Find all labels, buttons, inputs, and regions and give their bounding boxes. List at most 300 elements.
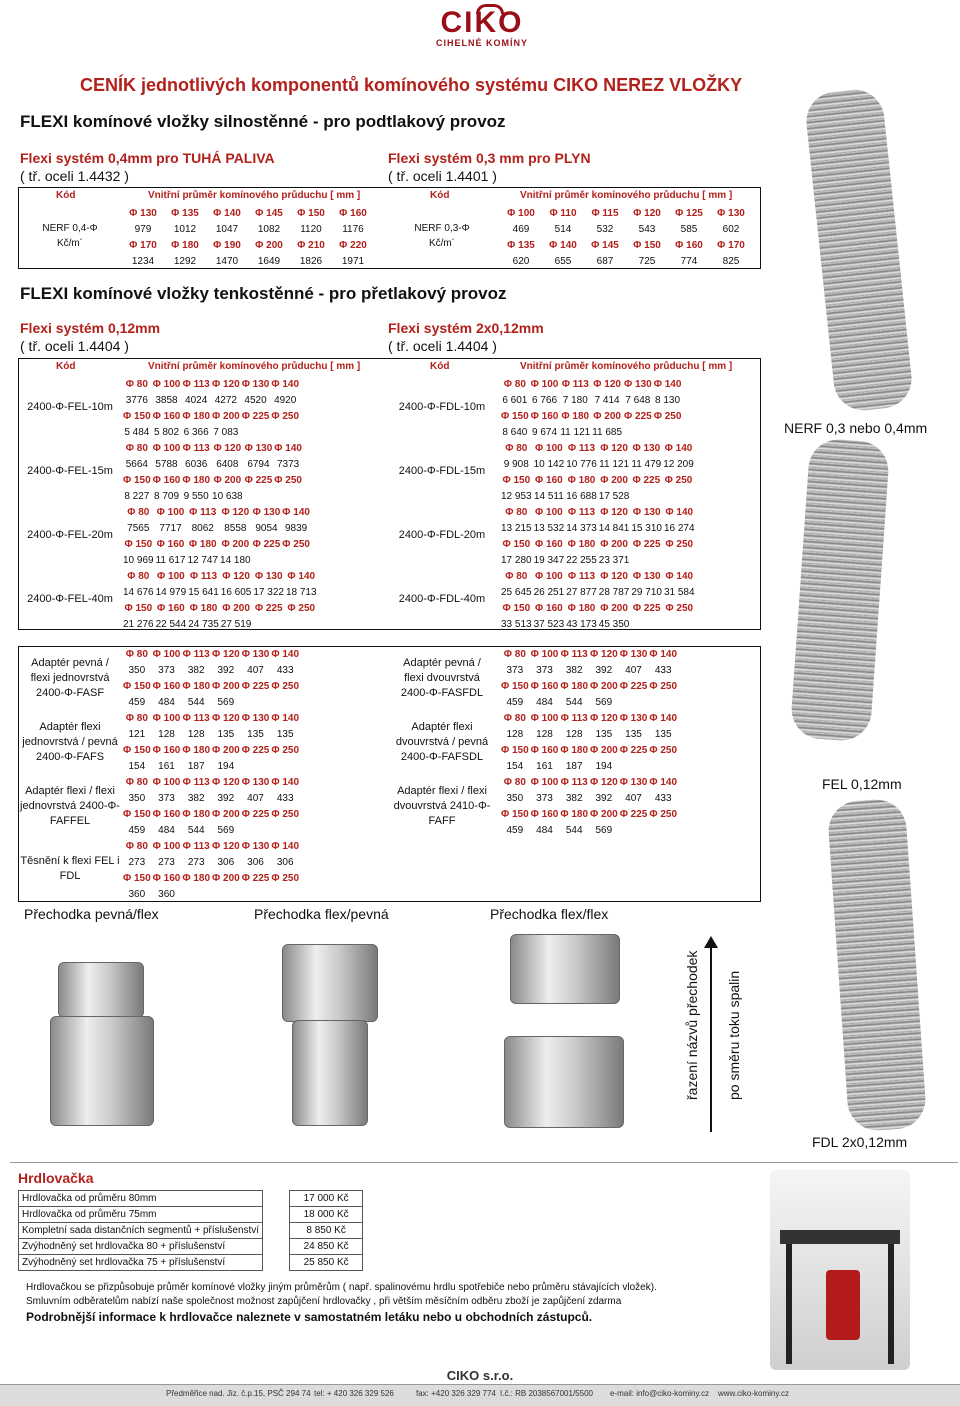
price-cell: 373 — [158, 664, 175, 676]
diameter-cell: Φ 180 — [188, 538, 217, 550]
diameter-cell: Φ 200 — [600, 602, 628, 614]
price-cell: 10 776 — [566, 458, 597, 470]
s1-left-steel: ( tř. oceli 1.4432 ) — [20, 168, 129, 184]
diameter-cell: Φ 120 — [212, 776, 240, 788]
diameter-cell: Φ 80 — [503, 648, 526, 660]
nerf-pipe-image-lower — [790, 438, 891, 743]
diameter-cell: Φ 180 — [182, 872, 211, 884]
diameter-cell: Φ 210 — [297, 239, 325, 251]
diameter-cell: Φ 130 — [624, 378, 652, 390]
diameter-cell: Φ 200 — [590, 744, 618, 756]
diameter-cell: Φ 140 — [665, 570, 694, 582]
diameter-row — [122, 205, 374, 221]
diameter-cell: Φ 120 — [600, 442, 628, 454]
price-cell — [663, 616, 696, 632]
price-cell: 350 — [128, 664, 146, 676]
diameter-cell: Φ 130 — [632, 442, 661, 454]
price-row — [500, 726, 678, 742]
diameter-cell: Φ 150 — [123, 808, 151, 820]
diameter-cell: Φ 150 — [124, 538, 153, 550]
diameter-cell: Φ 200 — [593, 410, 621, 422]
diameter-cell: Φ 200 — [213, 474, 242, 486]
price-cell: 433 — [654, 664, 672, 676]
s2-left-dim-header: Vnitřní průměr komínového průduchu [ mm ] — [148, 361, 361, 372]
price-cell: 16 688 — [566, 490, 597, 502]
diameter-cell: Φ 150 — [297, 207, 325, 219]
price-cell: 373 — [158, 792, 175, 804]
product-code: 2400-Φ-FDL-40m — [398, 593, 486, 605]
price-cell — [630, 552, 663, 568]
price-cell — [619, 694, 649, 710]
price-cell: 194 — [217, 760, 235, 772]
price-cell: 3858 — [155, 394, 178, 406]
price-cell: 350 — [506, 792, 524, 804]
diameter-cell: Φ 140 — [649, 776, 678, 788]
diameter-cell: Φ 200 — [222, 602, 250, 614]
price-cell: 8 709 — [153, 490, 180, 502]
diameter-row — [500, 472, 695, 488]
diameter-cell: Φ 130 — [241, 378, 270, 390]
hrdlovacka-heading: Hrdlovačka — [18, 1170, 94, 1186]
diameter-cell: Φ 150 — [124, 602, 153, 614]
diameter-row — [500, 536, 696, 552]
diameter-cell: Φ 113 — [182, 840, 210, 852]
diameter-cell: Φ 130 — [241, 648, 270, 660]
diameter-cell: Φ 80 — [125, 840, 148, 852]
caption-fel: FEL 0,12mm — [822, 776, 902, 792]
hrdlovacka-item: Hrdlovačka od průměru 75mm — [19, 1207, 263, 1223]
price-row — [122, 456, 303, 472]
price-cell: 360 — [158, 888, 175, 900]
diameter-cell: Φ 220 — [339, 239, 367, 251]
diameter-cell: Φ 100 — [535, 506, 563, 518]
price-cell: 382 — [187, 792, 205, 804]
price-cell: 392 — [595, 664, 613, 676]
price-cell: 484 — [158, 824, 175, 836]
diameter-cell: Φ 140 — [287, 570, 316, 582]
diameter-cell: Φ 120 — [593, 378, 621, 390]
spacer — [263, 1191, 290, 1207]
price-cell: 655 — [554, 255, 572, 267]
hrdlovacka-price: 25 850 Kč — [290, 1255, 363, 1271]
price-grid — [122, 440, 303, 504]
price-cell: 6794 — [247, 458, 270, 470]
diameter-cell: Φ 120 — [221, 506, 250, 518]
price-cell: 187 — [187, 760, 205, 772]
diameter-row — [122, 376, 300, 392]
price-row — [122, 790, 300, 806]
price-cell: 5664 — [125, 458, 148, 470]
diameter-cell: Φ 160 — [152, 680, 181, 692]
price-cell: 4520 — [244, 394, 267, 406]
caption-fdl: FDL 2x0,12mm — [812, 1134, 908, 1150]
diameter-cell: Φ 160 — [157, 602, 185, 614]
price-cell: 135 — [217, 728, 235, 740]
price-cell: 17 322 — [253, 586, 284, 598]
diameter-cell: Φ 170 — [717, 239, 745, 251]
price-cell: 128 — [158, 728, 175, 740]
caption-transition-2: Přechodka flex/pevná — [254, 906, 389, 922]
diameter-cell: Φ 80 — [505, 442, 528, 454]
diameter-cell: Φ 113 — [567, 442, 596, 454]
diameter-cell: Φ 80 — [503, 378, 526, 390]
price-cell: 459 — [128, 696, 146, 708]
price-row — [122, 253, 374, 269]
diameter-cell: Φ 190 — [213, 239, 241, 251]
price-cell: 469 — [512, 223, 530, 235]
price-cell — [619, 758, 649, 774]
diameter-cell: Φ 130 — [619, 776, 648, 788]
diameter-cell: Φ 160 — [152, 872, 181, 884]
price-cell: 135 — [625, 728, 642, 740]
price-cell: 407 — [247, 792, 264, 804]
price-cell: 37 523 — [533, 618, 565, 630]
price-cell: 135 — [595, 728, 613, 740]
diameter-cell: Φ 150 — [502, 538, 531, 550]
diameter-row — [500, 237, 752, 253]
spacer — [263, 1207, 290, 1223]
diameter-cell: Φ 130 — [619, 648, 648, 660]
diameter-cell: Φ 100 — [157, 570, 185, 582]
hrdlovacka-row — [19, 1255, 363, 1271]
diameter-cell: Φ 160 — [152, 744, 181, 756]
price-cell — [630, 488, 662, 504]
price-cell: 1176 — [342, 223, 364, 235]
s1-left-name: Flexi systém 0,4mm pro TUHÁ PALIVA — [20, 150, 275, 166]
price-cell — [270, 822, 300, 838]
price-cell: 29 710 — [631, 586, 662, 598]
caption-order: řazení názvů přechodek — [684, 950, 700, 1100]
diameter-cell: Φ 200 — [590, 808, 618, 820]
s2-right-code-header: Kód — [430, 361, 450, 372]
product-code: Adaptér flexi / flexi jednovrstvá 2400-Φ-FAFFEL — [20, 785, 120, 827]
diameter-cell: Φ 80 — [127, 506, 150, 518]
hrdlovacka-image — [770, 1170, 910, 1370]
price-cell: 544 — [187, 696, 205, 708]
product-code: 2400-Φ-FDL-15m — [398, 465, 486, 477]
diameter-cell: Φ 200 — [212, 808, 240, 820]
diameter-cell: Φ 180 — [189, 602, 218, 614]
diameter-cell: Φ 250 — [271, 808, 300, 820]
diameter-cell: Φ 120 — [590, 776, 618, 788]
product-code: Těsnění k flexi FEL i FDL — [20, 855, 120, 882]
diameter-cell: Φ 150 — [633, 239, 661, 251]
price-cell — [623, 424, 653, 440]
price-cell: 1826 — [299, 255, 323, 267]
price-cell: 7 648 — [625, 394, 651, 406]
group-grid-holder — [122, 838, 300, 902]
diameter-cell: Φ 113 — [567, 570, 596, 582]
price-row — [122, 616, 318, 632]
s1-left-grid — [122, 205, 374, 269]
adapter-flex-rigid-image — [292, 1020, 368, 1126]
product-code: Adaptér pevná / flexi jednovrstvá 2400-Φ-FASF — [30, 657, 110, 699]
price-cell: 5 484 — [124, 426, 150, 438]
price-row — [122, 854, 300, 870]
product-code: Adaptér flexi / flexi dvouvrstvá 2410-Φ-FAFF — [393, 785, 491, 827]
s1-right-unit: Kč/m´ — [428, 238, 456, 249]
price-row — [122, 694, 300, 710]
price-cell: 392 — [217, 664, 235, 676]
price-cell — [662, 488, 695, 504]
price-cell — [244, 488, 274, 504]
price-row — [500, 552, 696, 568]
diameter-cell: Φ 250 — [271, 410, 300, 422]
diameter-cell: Φ 180 — [182, 474, 211, 486]
price-cell: 1649 — [257, 255, 281, 267]
hydraulic-jack-icon — [826, 1270, 860, 1340]
diameter-cell: Φ 135 — [171, 207, 199, 219]
diameter-cell: Φ 225 — [252, 538, 281, 550]
diameter-row — [500, 440, 695, 456]
diameter-cell: Φ 180 — [182, 680, 211, 692]
diameter-cell: Φ 250 — [271, 744, 300, 756]
diameter-cell: Φ 130 — [252, 506, 281, 518]
diameter-cell: Φ 110 — [549, 207, 577, 219]
product-code: 2400-Φ-FDL-20m — [398, 529, 486, 541]
machine-leg-right — [888, 1244, 894, 1364]
diameter-cell: Φ 140 — [271, 776, 300, 788]
diameter-cell: Φ 160 — [530, 744, 559, 756]
caption-nerf: NERF 0,3 nebo 0,4mm — [784, 420, 928, 436]
price-grid — [122, 504, 311, 568]
price-grid — [122, 774, 300, 838]
diameter-cell: Φ 113 — [561, 378, 589, 390]
diameter-cell: Φ 180 — [560, 744, 589, 756]
price-cell: 1012 — [173, 223, 197, 235]
diameter-cell: Φ 180 — [182, 744, 211, 756]
diameter-cell: Φ 140 — [271, 840, 300, 852]
hrdlovacka-item: Zvýhodněný set hrdlovačka 75 + příslušenství — [19, 1255, 263, 1271]
s1-left-unit: Kč/m´ — [56, 238, 84, 249]
price-cell: 27 519 — [220, 618, 252, 630]
price-cell: 187 — [565, 760, 583, 772]
diameter-cell: Φ 225 — [632, 602, 661, 614]
hrdlovacka-price: 8 850 Kč — [290, 1223, 363, 1239]
diameter-cell: Φ 140 — [664, 442, 693, 454]
diameter-cell: Φ 113 — [189, 506, 217, 518]
adapter-flex-rigid-top-image — [282, 944, 378, 1022]
group-grid-holder — [500, 568, 696, 632]
price-cell: 484 — [536, 824, 553, 836]
price-cell: 11 617 — [155, 554, 186, 566]
group-grid-holder — [500, 774, 678, 838]
diameter-cell: Φ 80 — [125, 776, 148, 788]
price-cell: 306 — [247, 856, 264, 868]
price-cell: 484 — [536, 696, 553, 708]
price-cell: 7 083 — [213, 426, 239, 438]
price-cell: 14 841 — [598, 522, 630, 534]
price-cell: 544 — [565, 824, 583, 836]
diameter-row — [500, 376, 682, 392]
diameter-cell: Φ 100 — [530, 378, 559, 390]
s1-right-steel: ( tř. oceli 1.4401 ) — [388, 168, 497, 184]
group-grid-holder — [122, 646, 300, 710]
diameter-cell: Φ 140 — [665, 506, 694, 518]
price-cell: 16 605 — [220, 586, 252, 598]
spacer — [263, 1239, 290, 1255]
footer-company: CIKO s.r.o. — [446, 1368, 514, 1383]
price-cell: 9 674 — [531, 426, 558, 438]
price-cell — [270, 886, 300, 902]
diameter-cell: Φ 140 — [649, 648, 678, 660]
diameter-cell: Φ 80 — [125, 378, 148, 390]
footer-bar — [0, 1384, 960, 1406]
adapter-flex-flex-top-image — [510, 934, 620, 1004]
diameter-cell: Φ 250 — [271, 872, 300, 884]
diameter-cell: Φ 130 — [632, 506, 661, 518]
diameter-cell: Φ 200 — [212, 744, 240, 756]
price-cell: 8558 — [224, 522, 247, 534]
price-cell: 433 — [276, 664, 294, 676]
price-cell: 18 713 — [285, 586, 317, 598]
price-cell: 407 — [625, 664, 642, 676]
price-cell: 6 601 — [502, 394, 528, 406]
price-cell: 19 347 — [533, 554, 565, 566]
diameter-cell: Φ 225 — [254, 602, 283, 614]
price-cell: 15 310 — [631, 522, 662, 534]
diameter-row — [500, 678, 678, 694]
diameter-cell: Φ 100 — [152, 378, 181, 390]
price-cell — [270, 758, 300, 774]
price-cell: 407 — [625, 792, 642, 804]
diameter-cell: Φ 80 — [505, 570, 528, 582]
price-cell — [648, 758, 678, 774]
s1-right-name: Flexi systém 0,3 mm pro PLYN — [388, 150, 591, 166]
price-cell: 273 — [158, 856, 175, 868]
diameter-cell: Φ 130 — [241, 712, 270, 724]
price-cell: 532 — [596, 223, 614, 235]
price-cell: 161 — [158, 760, 175, 772]
diameter-cell: Φ 160 — [530, 410, 559, 422]
diameter-row — [500, 774, 678, 790]
diameter-cell: Φ 225 — [241, 872, 270, 884]
s2-right-steel: ( tř. oceli 1.4404 ) — [388, 338, 497, 354]
nerf-pipe-image — [803, 87, 914, 413]
diameter-cell: Φ 200 — [212, 410, 240, 422]
diameter-cell: Φ 225 — [632, 474, 661, 486]
diameter-cell: Φ 180 — [560, 680, 589, 692]
price-cell: 23 371 — [598, 554, 630, 566]
price-cell: 12 953 — [501, 490, 532, 502]
price-cell: 33 513 — [501, 618, 532, 630]
product-code: 2400-Φ-FEL-40m — [27, 593, 113, 605]
price-cell: 24 735 — [188, 618, 219, 630]
diameter-cell: Φ 125 — [675, 207, 703, 219]
diameter-cell: Φ 250 — [274, 474, 302, 486]
diameter-cell: Φ 180 — [561, 410, 590, 422]
diameter-cell: Φ 113 — [182, 776, 210, 788]
diameter-row — [122, 838, 300, 854]
price-cell: 774 — [680, 255, 698, 267]
diameter-cell: Φ 150 — [502, 474, 531, 486]
diameter-row — [122, 237, 374, 253]
diameter-cell: Φ 120 — [600, 506, 628, 518]
price-cell: 128 — [187, 728, 205, 740]
product-code: Adaptér pevná / flexi dvouvrstvá 2400-Φ-FASFDL — [400, 657, 484, 699]
price-grid — [500, 440, 695, 504]
diameter-cell: Φ 160 — [339, 207, 367, 219]
diameter-cell: Φ 113 — [567, 506, 596, 518]
diameter-cell: Φ 140 — [549, 239, 577, 251]
price-cell: 306 — [276, 856, 294, 868]
diameter-cell: Φ 100 — [535, 570, 563, 582]
diameter-cell: Φ 180 — [182, 808, 211, 820]
diameter-cell: Φ 250 — [653, 410, 682, 422]
s1-left-dim-header: Vnitřní průměr komínového průduchu [ mm ] — [148, 190, 361, 201]
price-cell — [663, 552, 696, 568]
price-cell: 1292 — [173, 255, 197, 267]
diameter-cell: Φ 80 — [503, 776, 526, 788]
price-row — [500, 253, 752, 269]
price-cell: 194 — [595, 760, 613, 772]
diameter-cell: Φ 120 — [212, 840, 240, 852]
price-cell: 8 640 — [502, 426, 528, 438]
price-cell: 135 — [247, 728, 264, 740]
diameter-cell: Φ 225 — [619, 744, 648, 756]
diameter-cell: Φ 225 — [241, 808, 270, 820]
price-row — [122, 424, 300, 440]
group-grid-holder — [500, 376, 682, 440]
price-cell: 306 — [217, 856, 235, 868]
diameter-cell: Φ 120 — [213, 442, 242, 454]
diameter-cell: Φ 160 — [530, 680, 559, 692]
price-cell: 6036 — [185, 458, 208, 470]
diameter-cell: Φ 250 — [665, 602, 694, 614]
diameter-cell: Φ 150 — [123, 872, 151, 884]
diameter-cell: Φ 200 — [221, 538, 250, 550]
s1-left-code — [20, 221, 120, 251]
price-grid — [500, 568, 696, 632]
hrdlovacka-row — [19, 1191, 363, 1207]
diameter-cell: Φ 113 — [182, 378, 210, 390]
s1-right-code — [392, 221, 492, 251]
diameter-row — [122, 408, 300, 424]
diameter-cell: Φ 140 — [271, 378, 300, 390]
group-grid-holder — [500, 710, 678, 774]
price-cell: 569 — [217, 824, 235, 836]
diameter-cell: Φ 120 — [590, 648, 618, 660]
price-cell: 11 685 — [592, 426, 623, 438]
diameter-cell: Φ 180 — [567, 474, 596, 486]
diameter-cell: Φ 150 — [123, 680, 151, 692]
diameter-cell: Φ 225 — [619, 808, 648, 820]
price-cell: 7 414 — [594, 394, 620, 406]
price-cell: 26 251 — [533, 586, 565, 598]
diameter-cell: Φ 120 — [590, 712, 618, 724]
diameter-cell: Φ 150 — [501, 410, 529, 422]
diameter-cell: Φ 180 — [182, 410, 211, 422]
diameter-cell: Φ 100 — [152, 776, 181, 788]
diameter-cell: Φ 130 — [632, 570, 661, 582]
diameter-cell: Φ 150 — [502, 602, 531, 614]
diameter-cell: Φ 225 — [241, 680, 270, 692]
diameter-row — [500, 205, 752, 221]
diameter-row — [122, 774, 300, 790]
price-cell: 602 — [722, 223, 740, 235]
price-cell: 3776 — [125, 394, 148, 406]
diameter-cell: Φ 225 — [619, 680, 648, 692]
diameter-cell: Φ 120 — [600, 570, 628, 582]
hrdlovacka-price: 18 000 Kč — [290, 1207, 363, 1223]
price-cell: 1047 — [215, 223, 239, 235]
price-cell: 121 — [128, 728, 146, 740]
price-grid — [122, 838, 300, 902]
diameter-cell: Φ 250 — [282, 538, 310, 550]
price-row — [122, 488, 303, 504]
price-cell: 13 532 — [533, 522, 565, 534]
caption-flow: po směru toku spalin — [726, 970, 742, 1100]
